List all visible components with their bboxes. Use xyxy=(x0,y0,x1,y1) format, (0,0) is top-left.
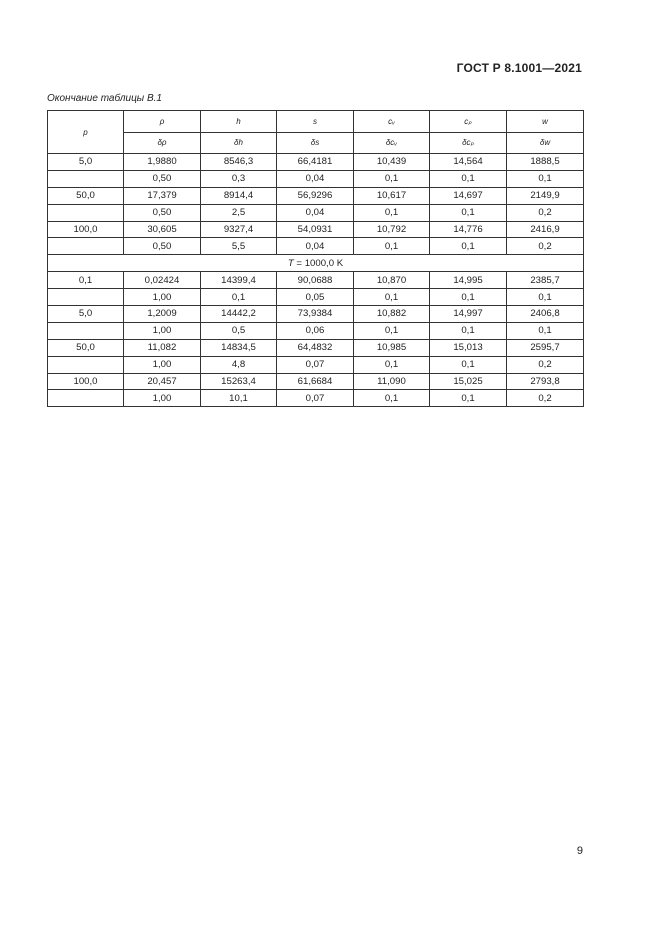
empty-cell xyxy=(48,204,124,221)
value-cell: 2149,9 xyxy=(507,187,584,204)
table-row xyxy=(48,238,584,255)
table-row xyxy=(48,187,584,204)
error-cell: 5,5 xyxy=(201,238,277,255)
table-row xyxy=(48,356,584,373)
value-cell: 20,457 xyxy=(124,373,201,390)
error-cell: 0,04 xyxy=(277,170,354,187)
error-cell: 0,2 xyxy=(507,204,584,221)
pressure-cell: 0,1 xyxy=(48,272,124,289)
error-cell: 0,1 xyxy=(354,289,430,306)
header-delta-w: δw xyxy=(507,132,584,154)
value-cell: 15,025 xyxy=(430,373,507,390)
pressure-cell: 5,0 xyxy=(48,306,124,323)
error-cell: 0,50 xyxy=(124,238,201,255)
header-cp: cₚ xyxy=(430,111,507,133)
error-cell: 1,00 xyxy=(124,289,201,306)
table-caption: Окончание таблицы В.1 xyxy=(47,93,162,104)
error-cell: 0,3 xyxy=(201,170,277,187)
temperature-value: = 1000,0 K xyxy=(293,257,344,269)
table-row xyxy=(48,322,584,339)
pressure-cell: 100,0 xyxy=(48,373,124,390)
value-cell: 10,617 xyxy=(354,187,430,204)
table-row xyxy=(48,373,584,390)
value-cell: 10,882 xyxy=(354,306,430,323)
empty-cell xyxy=(48,390,124,407)
value-cell: 66,4181 xyxy=(277,154,354,171)
error-cell: 0,1 xyxy=(430,390,507,407)
empty-cell xyxy=(48,322,124,339)
empty-cell xyxy=(48,170,124,187)
pressure-cell: 50,0 xyxy=(48,339,124,356)
header-delta-rho: δρ xyxy=(124,132,201,154)
error-cell: 0,5 xyxy=(201,322,277,339)
error-cell: 0,1 xyxy=(430,170,507,187)
document-code: ГОСТ Р 8.1001—2021 xyxy=(456,61,582,75)
value-cell: 10,985 xyxy=(354,339,430,356)
value-cell: 56,9296 xyxy=(277,187,354,204)
error-cell: 10,1 xyxy=(201,390,277,407)
error-cell: 0,1 xyxy=(354,322,430,339)
value-cell: 30,605 xyxy=(124,221,201,238)
error-cell: 0,1 xyxy=(430,356,507,373)
value-cell: 90,0688 xyxy=(277,272,354,289)
empty-cell xyxy=(48,289,124,306)
error-cell: 0,50 xyxy=(124,170,201,187)
error-cell: 0,04 xyxy=(277,238,354,255)
empty-cell xyxy=(48,238,124,255)
value-cell: 15,013 xyxy=(430,339,507,356)
value-cell: 73,9384 xyxy=(277,306,354,323)
table-row xyxy=(48,289,584,306)
pressure-cell: 5,0 xyxy=(48,154,124,171)
table-row xyxy=(48,204,584,221)
value-cell: 2385,7 xyxy=(507,272,584,289)
value-cell: 64,4832 xyxy=(277,339,354,356)
value-cell: 2793,8 xyxy=(507,373,584,390)
value-cell: 1,9880 xyxy=(124,154,201,171)
table-row xyxy=(48,306,584,323)
error-cell: 1,00 xyxy=(124,390,201,407)
value-cell: 2406,8 xyxy=(507,306,584,323)
empty-cell xyxy=(48,356,124,373)
error-cell: 0,04 xyxy=(277,204,354,221)
error-cell: 0,1 xyxy=(430,204,507,221)
error-cell: 2,5 xyxy=(201,204,277,221)
value-cell: 11,082 xyxy=(124,339,201,356)
value-cell: 10,792 xyxy=(354,221,430,238)
error-cell: 0,06 xyxy=(277,322,354,339)
error-cell: 1,00 xyxy=(124,356,201,373)
table-row xyxy=(48,272,584,289)
error-cell: 0,05 xyxy=(277,289,354,306)
value-cell: 2595,7 xyxy=(507,339,584,356)
header-h: h xyxy=(201,111,277,133)
table-row xyxy=(48,390,584,407)
value-cell: 8914,4 xyxy=(201,187,277,204)
error-cell: 0,1 xyxy=(507,322,584,339)
header-cv: cᵥ xyxy=(354,111,430,133)
error-cell: 0,07 xyxy=(277,356,354,373)
error-cell: 0,1 xyxy=(430,289,507,306)
value-cell: 15263,4 xyxy=(201,373,277,390)
header-delta-cp: δcₚ xyxy=(430,132,507,154)
header-rho: ρ xyxy=(124,111,201,133)
value-cell: 2416,9 xyxy=(507,221,584,238)
header-delta-h: δh xyxy=(201,132,277,154)
value-cell: 17,379 xyxy=(124,187,201,204)
value-cell: 10,870 xyxy=(354,272,430,289)
value-cell: 14399,4 xyxy=(201,272,277,289)
pressure-cell: 100,0 xyxy=(48,221,124,238)
value-cell: 14834,5 xyxy=(201,339,277,356)
error-cell: 0,1 xyxy=(354,204,430,221)
pressure-cell: 50,0 xyxy=(48,187,124,204)
error-cell: 1,00 xyxy=(124,322,201,339)
header-p: p xyxy=(48,111,124,154)
value-cell: 54,0931 xyxy=(277,221,354,238)
error-cell: 0,2 xyxy=(507,238,584,255)
error-cell: 0,1 xyxy=(354,390,430,407)
section-row xyxy=(48,255,584,272)
value-cell: 14,564 xyxy=(430,154,507,171)
temperature-section-header xyxy=(48,255,584,272)
value-cell: 10,439 xyxy=(354,154,430,171)
value-cell: 8546,3 xyxy=(201,154,277,171)
table-row xyxy=(48,154,584,171)
value-cell: 11,090 xyxy=(354,373,430,390)
error-cell: 0,1 xyxy=(507,170,584,187)
value-cell: 0,02424 xyxy=(124,272,201,289)
error-cell: 0,2 xyxy=(507,356,584,373)
error-cell: 0,07 xyxy=(277,390,354,407)
error-cell: 0,1 xyxy=(201,289,277,306)
table-row xyxy=(48,339,584,356)
table-row xyxy=(48,221,584,238)
value-cell: 14,995 xyxy=(430,272,507,289)
error-cell: 0,50 xyxy=(124,204,201,221)
value-cell: 1888,5 xyxy=(507,154,584,171)
header-w: w xyxy=(507,111,584,133)
header-delta-cv: δcᵥ xyxy=(354,132,430,154)
error-cell: 0,1 xyxy=(354,238,430,255)
value-cell: 14,697 xyxy=(430,187,507,204)
data-table xyxy=(47,110,584,407)
value-cell: 61,6684 xyxy=(277,373,354,390)
error-cell: 0,1 xyxy=(354,170,430,187)
value-cell: 14,997 xyxy=(430,306,507,323)
page-number: 9 xyxy=(576,845,583,857)
error-cell: 0,1 xyxy=(430,322,507,339)
error-cell: 4,8 xyxy=(201,356,277,373)
value-cell: 9327,4 xyxy=(201,221,277,238)
error-cell: 0,2 xyxy=(507,390,584,407)
error-cell: 0,1 xyxy=(430,238,507,255)
value-cell: 1,2009 xyxy=(124,306,201,323)
table-row xyxy=(48,170,584,187)
error-cell: 0,1 xyxy=(354,356,430,373)
header-s: s xyxy=(277,111,354,133)
value-cell: 14442,2 xyxy=(201,306,277,323)
value-cell: 14,776 xyxy=(430,221,507,238)
error-cell: 0,1 xyxy=(507,289,584,306)
header-delta-s: δs xyxy=(277,132,354,154)
temperature-symbol: T xyxy=(287,257,294,269)
